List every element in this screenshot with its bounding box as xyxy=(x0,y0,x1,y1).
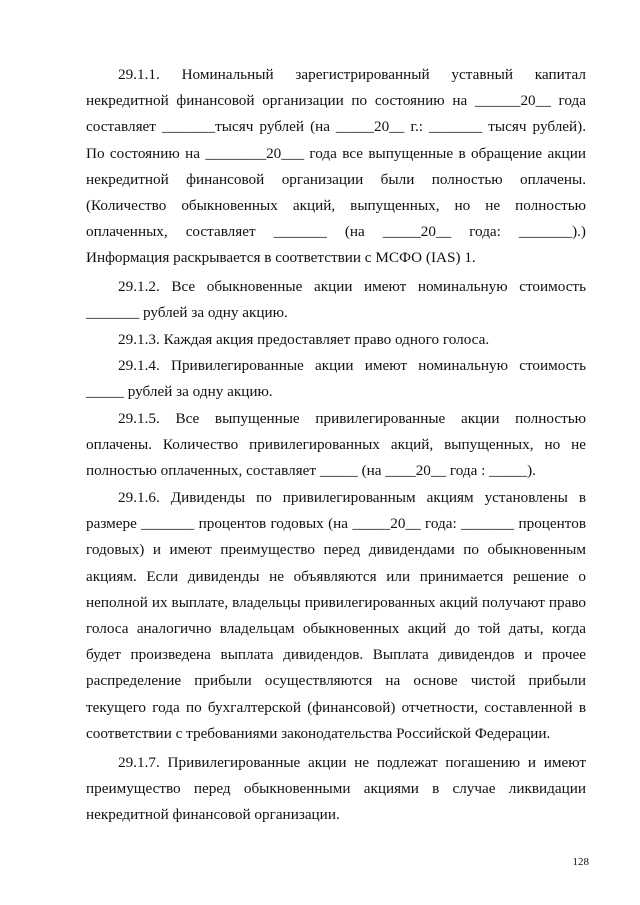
paragraph-29-1-1: 29.1.1. Номинальный зарегистрированный уставный капитал некредитной финансовой организации по состоянию на ______20__ года составляет _______тысяч рублей (на _____20__ г.: _______ тысяч рублей). По состоянию на ________20___ года все выпущенные в обращение акции некредитной финансовой организации были полностью оплачены. (Количество обыкновенных акций, выпущенных, но не полностью оплаченных, составляет _______ (на _____20__ года: _______).) Информация раскрывается в соответствии с МСФО (IAS) 1. xyxy=(86,66,586,267)
paragraph-29-1-7: 29.1.7. Привилегированные акции не подлежат погашению и имеют преимущество перед обыкновенными акциями в случае ликвидации некредитной финансовой организации. xyxy=(86,754,586,824)
page-number: 128 xyxy=(572,856,589,868)
paragraph-29-1-3: 29.1.3. Каждая акция предоставляет право одного голоса. xyxy=(118,331,490,348)
paragraph-29-1-4: 29.1.4. Привилегированные акции имеют номинальную стоимость _____ рублей за одну акцию. xyxy=(86,357,586,401)
paragraph-29-1-5: 29.1.5. Все выпущенные привилегированные акции полностью оплачены. Количество привилегированных акций, выпущенных, но не полностью оплаченных, составляет _____ (на ____20__ года : _____). xyxy=(86,410,586,480)
paragraph-29-1-6: 29.1.6. Дивиденды по привилегированным акциям установлены в размере _______ процентов годовых (на _____20__ года: _______ процентов годовых) и имеют преимущество перед дивидендами по обыкновенным акциям. Если дивиденды не объявляются или принимается решение о неполной их выплате, владельцы привилегированных акций получают право голоса аналогично владельцам обыкновенных акций до той даты, когда будет произведена выплата дивидендов. Выплата дивидендов и прочее распределение прибыли осуществляются на основе чистой прибыли текущего года по бухгалтерской (финансовой) отчетности, составленной в соответствии с требованиями законодательства Российской Федерации. xyxy=(86,489,586,742)
paragraph-29-1-2: 29.1.2. Все обыкновенные акции имеют номинальную стоимость _______ рублей за одну акцию. xyxy=(86,278,586,322)
